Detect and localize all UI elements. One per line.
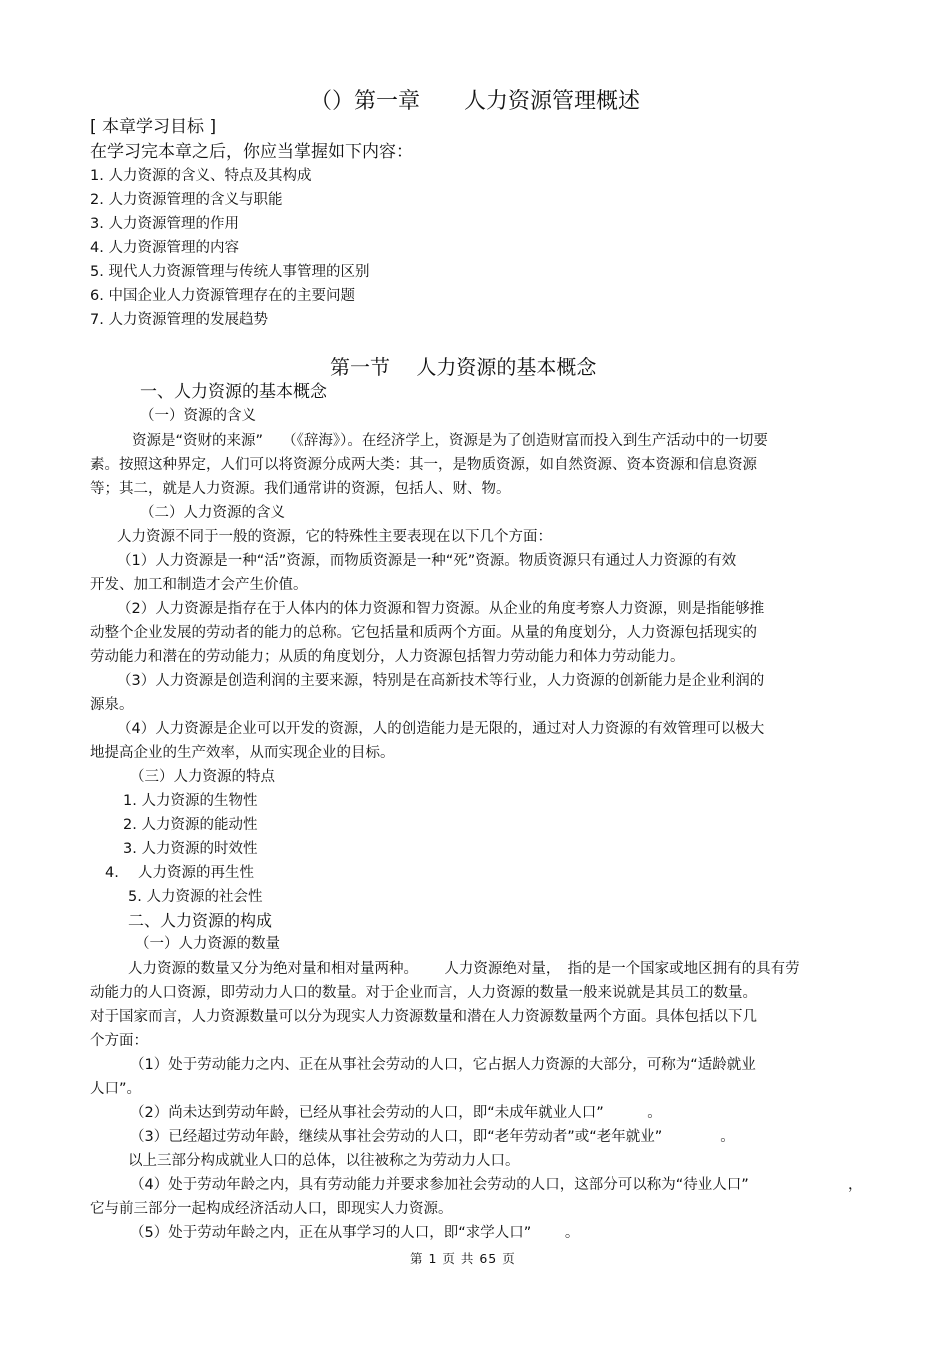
- subheading-resource-meaning: （一）资源的含义: [140, 408, 256, 424]
- trait-item: 5. 人力资源的社会性: [128, 889, 263, 905]
- category-1-line: 人口”。: [90, 1081, 142, 1097]
- point-2-line: 动整个企业发展的劳动者的能力的总称。它包括量和质两个方面。从量的角度划分，人力资源包括现实的: [90, 625, 757, 641]
- point-3-line: （3）人力资源是创造利润的主要来源，特别是在高新技术等行业，人力资源的创新能力是企业利润的: [117, 673, 765, 689]
- section-title: 第一节 人力资源的基本概念: [330, 355, 597, 379]
- objective-item-4: 4. 人力资源管理的内容: [90, 240, 239, 256]
- category-summary-line: 以上三部分构成就业人口的总体，以往被称之为劳动力人口。: [128, 1153, 520, 1169]
- page-footer: 第 1 页 共 65 页: [410, 1251, 516, 1266]
- objective-item-5: 5. 现代人力资源管理与传统人事管理的区别: [90, 264, 370, 280]
- heading-basic-concepts: 一、人力资源的基本概念: [140, 382, 327, 402]
- category-4-comma: ，: [848, 1177, 863, 1193]
- point-2-line: 劳动能力和潜在的劳动能力；从质的角度划分，人力资源包括智力劳动能力和体力劳动能力。: [90, 649, 685, 665]
- category-4-line: 它与前三部分一起构成经济活动人口，即现实人力资源。: [90, 1201, 453, 1217]
- paragraph-line: 人力资源不同于一般的资源，它的特殊性主要表现在以下几个方面：: [117, 529, 552, 545]
- category-2-line: （2）尚未达到劳动年龄，已经从事社会劳动的人口，即“未成年就业人口” 。: [130, 1105, 662, 1121]
- category-3-line: （3）已经超过劳动年龄，继续从事社会劳动的人口，即“老年劳动者”或“老年就业” 。: [130, 1129, 735, 1145]
- subheading-hr-quantity: （一）人力资源的数量: [135, 936, 280, 952]
- point-1-line: （1）人力资源是一种“活”资源，而物质资源是一种“死”资源。物质资源只有通过人力资源的有效: [117, 553, 737, 569]
- point-1-line: 开发、加工和制造才会产生价值。: [90, 577, 308, 593]
- paragraph-line: 人力资源的数量又分为绝对量和相对量两种。 人力资源绝对量， 指的是一个国家或地区拥有的具有劳: [128, 961, 800, 977]
- subheading-hr-meaning: （二）人力资源的含义: [140, 505, 285, 521]
- objectives-heading: [ 本章学习目标 ]: [90, 117, 217, 137]
- paragraph-line: 动能力的人口资源，即劳动力人口的数量。对于企业而言，人力资源的数量一般来说就是其员工的数量。: [90, 985, 757, 1001]
- objective-item-2: 2. 人力资源管理的含义与职能: [90, 192, 283, 208]
- point-4-line: （4）人力资源是企业可以开发的资源，人的创造能力是无限的，通过对人力资源的有效管理可以极大: [117, 721, 765, 737]
- objective-item-7: 7. 人力资源管理的发展趋势: [90, 312, 268, 328]
- paragraph-line: 素。按照这种界定，人们可以将资源分成两大类：其一，是物质资源，如自然资源、资本资源和信息资源: [90, 457, 757, 473]
- point-2-line: （2）人力资源是指存在于人体内的体力资源和智力资源。从企业的角度考察人力资源，则是指能够推: [117, 601, 765, 617]
- paragraph-line: 资源是“资财的来源” （《辞海》）。在经济学上，资源是为了创造财富而投入到生产活动中的一切要: [132, 433, 768, 449]
- paragraph-line: 对于国家而言，人力资源数量可以分为现实人力资源数量和潜在人力资源数量两个方面。具体包括以下几: [90, 1009, 757, 1025]
- trait-item: 3. 人力资源的时效性: [123, 841, 258, 857]
- chapter-title: （）第一章 人力资源管理概述: [310, 89, 641, 114]
- paragraph-line: 等；其二，就是人力资源。我们通常讲的资源，包括人、财、物。: [90, 481, 511, 497]
- category-1-line: （1）处于劳动能力之内、正在从事社会劳动的人口，它占据人力资源的大部分，可称为“适龄就业: [130, 1057, 756, 1073]
- subheading-hr-traits: （三）人力资源的特点: [130, 769, 275, 785]
- category-5-line: （5）处于劳动年龄之内，正在从事学习的人口，即“求学人口” 。: [130, 1225, 580, 1241]
- trait-item: 2. 人力资源的能动性: [123, 817, 258, 833]
- category-4-line: （4）处于劳动年龄之内，具有劳动能力并要求参加社会劳动的人口，这部分可以称为“待业人口”: [130, 1177, 749, 1193]
- objective-item-3: 3. 人力资源管理的作用: [90, 216, 239, 232]
- objective-item-6: 6. 中国企业人力资源管理存在的主要问题: [90, 288, 355, 304]
- objective-item-1: 1. 人力资源的含义、特点及其构成: [90, 168, 312, 184]
- objectives-intro: 在学习完本章之后，你应当掌握如下内容：: [90, 142, 413, 162]
- point-3-line: 源泉。: [90, 697, 134, 713]
- trait-item: 1. 人力资源的生物性: [123, 793, 258, 809]
- trait-item: 4. 人力资源的再生性: [105, 865, 254, 881]
- heading-hr-composition: 二、人力资源的构成: [128, 911, 273, 930]
- point-4-line: 地提高企业的生产效率，从而实现企业的目标。: [90, 745, 395, 761]
- paragraph-line: 个方面：: [90, 1033, 148, 1049]
